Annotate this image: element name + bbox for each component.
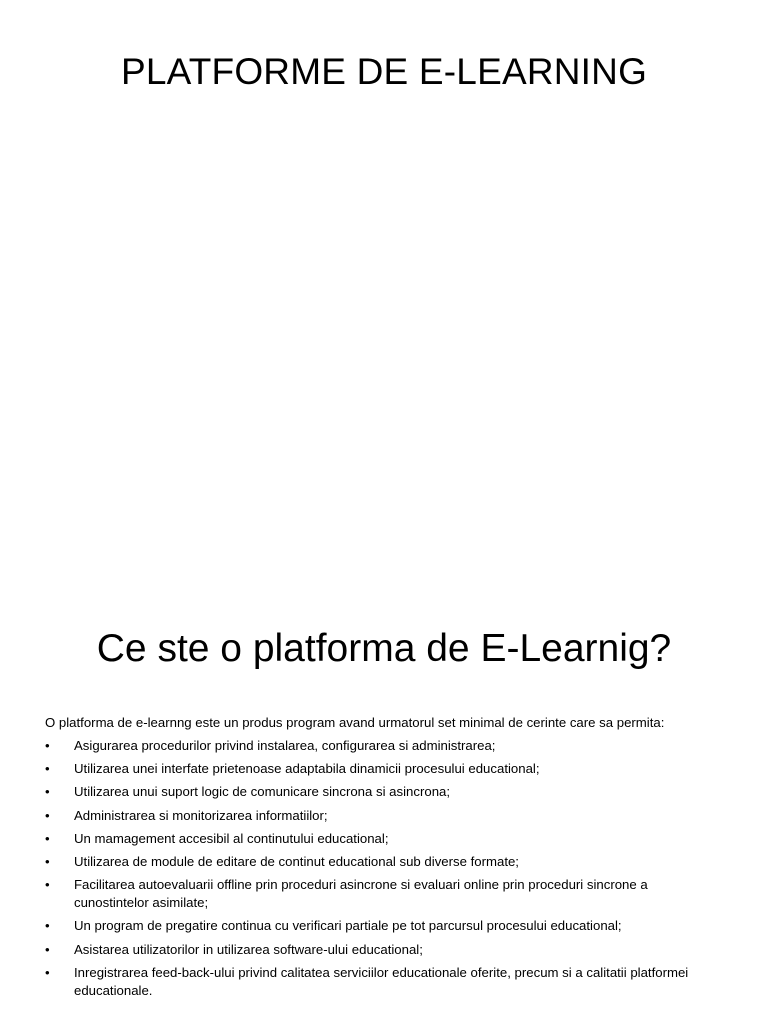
list-item-text: Asigurarea procedurilor privind instalarea, configurarea si administrarea; — [74, 738, 496, 753]
list-item — [45, 737, 725, 755]
list-item-text: Asistarea utilizatorilor in utilizarea software-ului educational; — [74, 941, 423, 957]
list-item-text: Facilitarea autoevaluarii offline prin proceduri asincrone si evaluari online prin proceduri sincrone a cunostintelor asimilate; — [74, 877, 648, 911]
list-item — [45, 853, 725, 871]
bullet-icon: • — [45, 877, 50, 893]
list-item — [45, 760, 725, 778]
list-item — [45, 807, 725, 825]
list-item-text: Utilizarea de module de editare de continut educational sub diverse formate; — [74, 853, 519, 869]
bullet-icon: • — [45, 738, 50, 753]
list-item-text: Inregistrarea feed-back-ului privind calitatea serviciilor educationale oferite, precum si a calitatii platformei educationale. — [74, 964, 689, 998]
bullet-icon: • — [45, 918, 50, 934]
bullet-icon: • — [45, 853, 50, 869]
list-item — [45, 876, 725, 912]
body-content — [45, 714, 725, 1005]
list-item-text: Utilizarea unui suport logic de comunicare sincrona si asincrona; — [74, 784, 451, 800]
list-item — [45, 830, 725, 848]
list-item — [45, 783, 725, 801]
intro-paragraph: O platforma de e-learnng este un produs program avand urmatorul set minimal de cerinte care sa permita: — [45, 715, 665, 730]
bullet-icon: • — [45, 830, 50, 846]
bullet-icon: • — [45, 941, 50, 957]
list-item — [45, 941, 725, 959]
list-item — [45, 964, 725, 1000]
list-item-text: Un mamagement accesibil al continutului educational; — [74, 830, 389, 846]
section-heading: Ce ste o platforma de E-Learnig? — [96, 627, 672, 670]
list-item — [45, 917, 725, 935]
list-item-text: Administrarea si monitorizarea informatiilor; — [74, 807, 328, 823]
bullet-icon: • — [45, 784, 50, 800]
requirements-list — [45, 737, 725, 1000]
list-item-text: Utilizarea unei interfate prietenoase adaptabila dinamicii procesului educational; — [74, 761, 540, 777]
list-item-text: Un program de pregatire continua cu verificari partiale pe tot parcursul procesului educational; — [74, 918, 622, 934]
page-title: PLATFORME DE E-LEARNING — [120, 51, 648, 92]
bullet-icon: • — [45, 807, 50, 823]
bullet-icon: • — [45, 964, 50, 980]
bullet-icon: • — [45, 761, 50, 777]
